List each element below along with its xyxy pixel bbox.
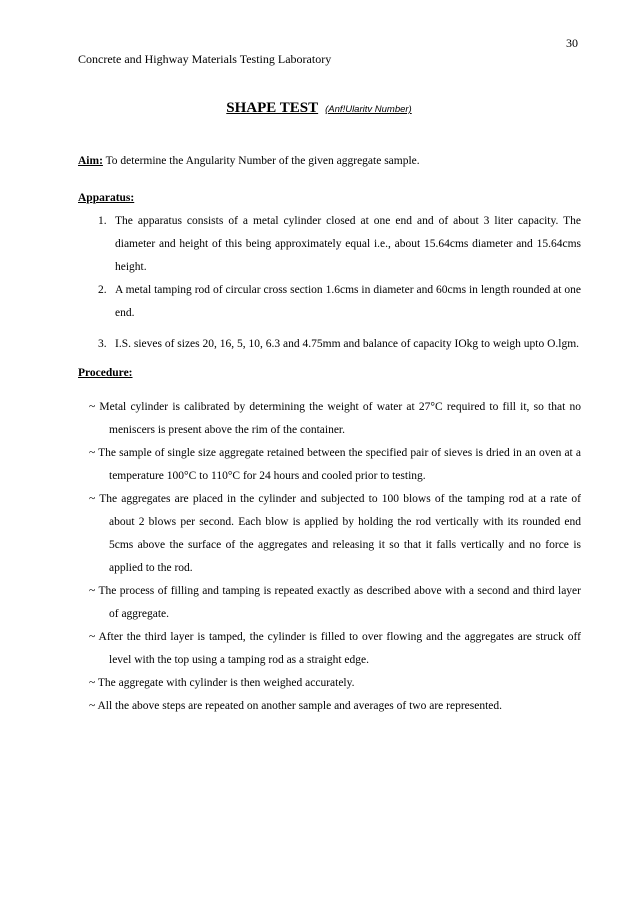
procedure-steps [78, 396, 581, 718]
document-title [0, 99, 638, 117]
apparatus-heading: Apparatus: [78, 192, 135, 204]
procedure-step: ~ After the third layer is tamped, the cylinder is filled to over flowing and the aggregates are struck off level with the top using a tamping rod as a straight edge. [89, 631, 581, 666]
procedure-step: ~ Metal cylinder is calibrated by determining the weight of water at 27°C required to fill it, so that no meniscers is present above the rim of the container. [89, 401, 581, 436]
list-item-text: I.S. sieves of sizes 20, 16, 5, 10, 6.3 and 4.75mm and balance of capacity IOkg to weigh upto O.lgm. [115, 338, 580, 350]
procedure-step: ~ The sample of single size aggregate retained between the specified pair of sieves is dried in an oven at a temperature 100°C to 110°C for 24 hours and cooled prior to testing. [89, 447, 581, 482]
list-item-text: A metal tamping rod of circular cross section 1.6cms in diameter and 60cms in length rounded at one end. [115, 284, 581, 319]
procedure-step: ~ All the above steps are repeated on another sample and averages of two are represented. [89, 700, 503, 712]
title-main: SHAPE TEST [226, 100, 319, 116]
list-item [78, 210, 581, 279]
title-subtitle: (Anf!Ularitv Number) [325, 104, 412, 115]
aim-text: To determine the Angularity Number of the given aggregate sample. [102, 155, 420, 167]
list-item [78, 279, 581, 325]
list-item-number: 1. [98, 215, 107, 227]
aim-label: Aim: [78, 155, 103, 167]
procedure-heading: Procedure: [78, 367, 133, 379]
apparatus-list [78, 210, 581, 356]
list-item-number: 3. [98, 338, 107, 350]
list-item [78, 333, 581, 356]
list-item-text: The apparatus consists of a metal cylinder closed at one end and of about 3 liter capacity. The diameter and height of this being approximately equal i.e., about 15.64cms diameter and 15.64cms height. [115, 215, 581, 273]
aim-section [78, 150, 581, 173]
running-header: Concrete and Highway Materials Testing Laboratory [78, 52, 332, 66]
page-number: 30 [566, 36, 578, 50]
procedure-step: ~ The aggregates are placed in the cylinder and subjected to 100 blows of the tamping rod at a rate of about 2 blows per second. Each blow is applied by holding the rod vertically with its rounded end 5cms above the surface of the aggregates and releasing it so that it falls vertically and no force is applied to the rod. [89, 493, 581, 574]
document-body [78, 150, 581, 718]
procedure-step: ~ The aggregate with cylinder is then weighed accurately. [89, 677, 355, 689]
list-item-number: 2. [98, 284, 107, 296]
procedure-step: ~ The process of filling and tamping is repeated exactly as described above with a second and third layer of aggregate. [89, 585, 581, 620]
